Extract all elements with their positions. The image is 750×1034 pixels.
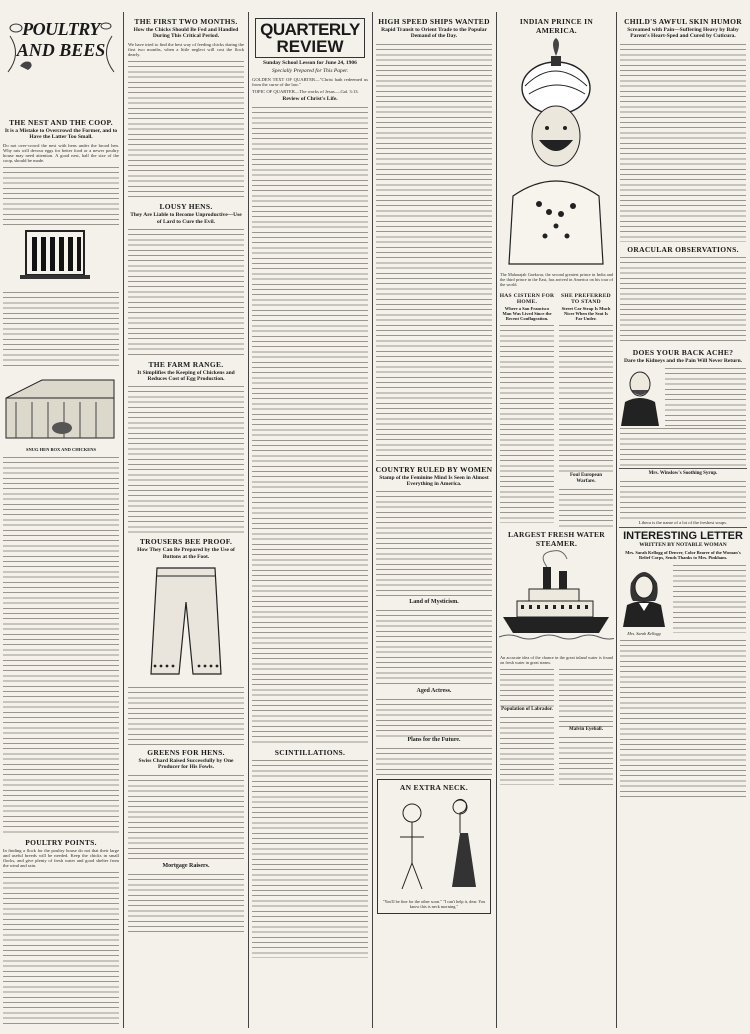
- article-filler: [559, 487, 613, 527]
- subheadline: Land of Mysticism.: [409, 599, 459, 606]
- headline: LOUSY HENS.: [159, 202, 213, 212]
- subheadline: Mortgage Raisers.: [162, 862, 210, 869]
- subheadline: It is a Mistake to Overcrowd the Former, and to Have the Latter Too Small.: [4, 128, 118, 141]
- article-filler: [3, 455, 119, 835]
- headline: HIGH SPEED SHIPS WANTED: [378, 17, 490, 26]
- article-filler: [620, 426, 746, 466]
- column-farm: [127, 14, 245, 1028]
- kidney-ad: [619, 366, 747, 426]
- divider: [619, 468, 747, 469]
- article-filler: [376, 697, 492, 737]
- article-body: GOLDEN TEXT OF QUARTER—"Christ hath redeemed us from the curse of the law.": [252, 76, 368, 87]
- headline: POULTRY POINTS.: [25, 837, 97, 847]
- headline: GREENS FOR HENS.: [147, 748, 225, 758]
- subheadline: How They Can Be Prepared by the Use of Buttons at the Foot.: [137, 547, 235, 560]
- article-filler: [3, 870, 119, 1028]
- ad-subheadline: WRITTEN BY NOTABLE WOMAN: [639, 541, 727, 548]
- column-rule: [616, 12, 617, 1028]
- article-filler: [3, 165, 119, 225]
- article-filler: [620, 479, 746, 519]
- trousers-illustration: [127, 562, 245, 680]
- subheadline: Street Car Strap Is Much Nicer When the Seat Is Far Under.: [561, 305, 611, 321]
- subheadline: Foul European Warfare.: [570, 473, 602, 484]
- article-filler: [128, 773, 244, 863]
- headline: DOES YOUR BACK ACHE?: [632, 347, 734, 357]
- subheadline: Aged Actress.: [416, 688, 452, 695]
- column-rule: [123, 12, 124, 1028]
- headline: THE FIRST TWO MONTHS.: [134, 17, 238, 26]
- ad-subheadline: Mrs. Sarah Kellogg of Denver, Color Bearer of the Woman's Relief Corps, Sends Thanks to Mrs. Pinkham.: [625, 550, 741, 561]
- article-filler: [559, 735, 613, 785]
- masthead-line-1: QUARTERLY: [260, 20, 360, 39]
- article-filler: [128, 384, 244, 534]
- article-filler: [665, 366, 746, 426]
- article-filler: [500, 323, 554, 523]
- article-filler: [376, 489, 492, 599]
- headline: HAS CISTERN FOR HOME.: [499, 292, 555, 305]
- coop-illustration: [2, 368, 118, 442]
- article-labrador: [499, 667, 555, 785]
- article-filler: [128, 872, 244, 932]
- headline: TROUSERS BEE PROOF.: [139, 537, 233, 547]
- ad-headline: Mrs. Winslow's Soothing Syrup.: [648, 470, 718, 476]
- subheadline: It Simplifies the Keeping of Chickens and Reduces Cost of Egg Production.: [137, 369, 235, 383]
- subheadline: Where a San Francisco Man Was Lived Since the Recent Conflagration.: [502, 305, 552, 321]
- column-rule: [372, 12, 373, 1028]
- testimonial-ad: [619, 563, 747, 639]
- article-filler: [620, 638, 746, 798]
- article-filler: [128, 59, 244, 199]
- subheadline: Population of Labrador.: [501, 707, 553, 713]
- article-filler: [128, 685, 244, 745]
- headline: CHILD'S AWFUL SKIN HUMOR: [624, 17, 742, 26]
- divider: [619, 527, 747, 528]
- subheadline: Plans for the Future.: [407, 737, 461, 744]
- headline: AN EXTRA NECK.: [399, 782, 469, 792]
- masthead-line-1: POULTRY: [22, 19, 100, 39]
- column-rule: [248, 12, 249, 1028]
- article-filler: [252, 758, 368, 958]
- article-filler: [559, 667, 613, 727]
- nest-box-illustration: [2, 225, 118, 285]
- side-by-side-articles: [499, 290, 614, 527]
- poultry-masthead: [2, 14, 120, 78]
- article-cistern: [499, 290, 555, 527]
- column-poultry: [2, 14, 120, 1028]
- testimonial-portrait-block: [619, 563, 669, 639]
- column-prince: [499, 14, 614, 1028]
- headline: INDIAN PRINCE IN AMERICA.: [519, 17, 594, 35]
- subheadline: Malvin Eyeball.: [569, 727, 603, 733]
- article-body: We have tried to find the best way of feeding chicks during the first two months, when a little neglect will cost the flock dearly.: [128, 41, 244, 58]
- column-review: [251, 14, 369, 1028]
- article-filler: [500, 667, 554, 707]
- article-filler: [376, 42, 492, 462]
- article-eyeball: [558, 667, 614, 785]
- article-filler: [620, 42, 746, 242]
- headline: THE FARM RANGE.: [148, 359, 224, 369]
- article-stand: [558, 290, 614, 527]
- masthead-line-2: REVIEW: [276, 37, 344, 56]
- article-filler: [252, 105, 368, 745]
- portrait-caption: Mrs. Sarah Kellogg: [627, 630, 661, 636]
- side-by-side-articles: [499, 667, 614, 785]
- subheadline: Sunday School Lesson for June 24, 1906: [263, 60, 357, 66]
- masthead-line-2: AND BEES: [16, 40, 106, 60]
- headline: SCINTILLATIONS.: [274, 747, 346, 757]
- article-filler: [500, 715, 554, 785]
- column-news: [375, 14, 493, 1028]
- subheadline: Rapid Transit to Orient Trade to the Popular Demand of the Day.: [381, 27, 487, 40]
- headline: COUNTRY RULED BY WOMEN: [375, 464, 493, 474]
- article-filler: [128, 227, 244, 357]
- subheadline: Stamp of the Feminine Mind Is Seen in Almost Everything in America.: [379, 474, 489, 487]
- extra-neck-cartoon: [380, 793, 490, 893]
- figure-caption: The Maharajah Gaekwar, the second greatest prince in India and the third prince in the East, has arrived in America on his tour of the world.: [500, 272, 613, 288]
- ad-headline-large: INTERESTING LETTER: [623, 529, 743, 542]
- figure-caption: An accurate idea of the chance in the great inland water is found on fresh water in great steam.: [500, 654, 613, 665]
- article-filler: [673, 563, 746, 633]
- article-filler: [559, 323, 613, 473]
- subheadline: Swiss Chard Raised Successfully by One Producer for His Fowls.: [138, 758, 234, 771]
- woman-portrait: [619, 563, 669, 627]
- review-masthead: [255, 18, 365, 58]
- article-filler: [3, 290, 119, 368]
- figure-caption: SNUG HEN BOX AND CHICKENS: [25, 447, 96, 453]
- indian-prince-portrait: [499, 36, 614, 266]
- article-filler: [620, 255, 746, 345]
- subheadline: Screamed with Pain—Suffering Heavy by Baby Parent's Heart-Sped and Cured by Cuticura.: [627, 27, 739, 40]
- headline: THE NEST AND THE COOP.: [9, 118, 113, 127]
- subheadline: Review of Christ's Life.: [282, 96, 338, 103]
- cartoon-caption: "You'll be fine for the other soon." "I can't help it, dear. You know this is neck morning.": [382, 898, 486, 910]
- subheadline: How the Chicks Should Be Fed and Handled During This Critical Period.: [133, 27, 239, 40]
- steamer-illustration: [499, 549, 614, 649]
- headline: SHE PREFERRED TO STAND: [561, 292, 611, 305]
- subheadline: They Are Liable to Become Unproductive—Use of Lard to Cure the Evil.: [130, 212, 242, 225]
- column-rule: [496, 12, 497, 1028]
- column-ads: [619, 14, 747, 1028]
- subheadline: Dare the Kidneys and the Pain Will Never Return.: [624, 357, 742, 364]
- article-body: TOPIC OF QUARTER—The works of Jesus.—Gal. 3:13.: [252, 89, 359, 95]
- article-filler: [376, 608, 492, 688]
- extra-neck-cartoon-box: [377, 779, 491, 914]
- article-filler: [376, 746, 492, 776]
- ad-text: Libera is the name of a lot of the freshest soups.: [638, 519, 728, 525]
- article-body: In finding a flock for the poultry house do not that their large and useful breeds will be needed. Keep the chicks in small flocks, and give plenty of fresh water and good shelter from the wind and rain.: [3, 847, 119, 869]
- article-body: Do not over-crowd the nest with hens under the brood hen. Why rats will devour eggs for better food or a newer poultry house may need attention. A good nest, half the size of the coop, should be made.: [3, 142, 119, 164]
- man-portrait: [619, 366, 661, 426]
- subheadline: Specially Prepared for This Paper.: [271, 68, 349, 75]
- headline: ORACULAR OBSERVATIONS.: [627, 244, 739, 254]
- headline: LARGEST FRESH WATER STEAMER.: [508, 529, 605, 548]
